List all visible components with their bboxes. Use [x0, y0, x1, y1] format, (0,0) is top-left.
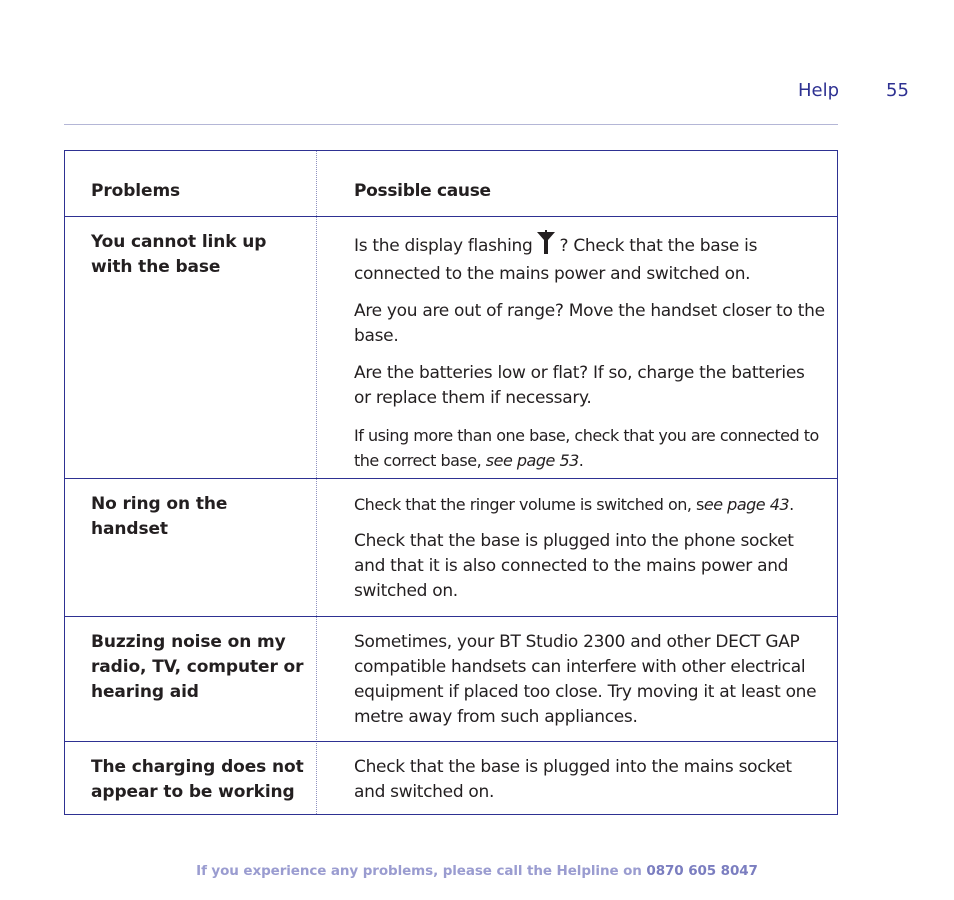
- cause-text: .: [578, 451, 584, 470]
- cause-cell: [317, 617, 837, 741]
- section-title: Help: [798, 80, 840, 101]
- cause-text: If using more than one base, check that you are connected to the correct base,: [354, 426, 819, 470]
- problem-cell: No ring on the handset: [91, 494, 228, 539]
- troubleshooting-table: [64, 150, 838, 815]
- cause-cell: [317, 217, 837, 478]
- cause-paragraph: Are you are out of range? Move the handset closer to the base.: [354, 301, 825, 346]
- cause-text: ? Check that the base is connected to the mains power and switched on.: [354, 236, 758, 284]
- cause-cell: [317, 742, 837, 814]
- table-row: [65, 217, 837, 478]
- helpline-footer: [0, 863, 954, 879]
- cause-paragraph: [354, 230, 825, 287]
- cause-text: Is the display flashing: [354, 236, 533, 256]
- cause-cell: [317, 479, 837, 616]
- problem-cell: Buzzing noise on my radio, TV, computer or hearing aid: [91, 632, 304, 702]
- table-row: [65, 616, 837, 741]
- cause-paragraph: [354, 492, 825, 517]
- cause-paragraph: Check that the base is plugged into the mains socket and switched on.: [354, 757, 792, 802]
- table-row: [65, 478, 837, 616]
- page-number: 55: [886, 80, 909, 101]
- page-reference: ee page 43: [703, 495, 790, 514]
- helpline-number: 0870 605 8047: [646, 863, 758, 879]
- antenna-signal-icon: [536, 230, 556, 262]
- cause-paragraph: Check that the base is plugged into the phone socket and that it is also connected to the mains power and switched on.: [354, 531, 794, 601]
- column-header-cause: Possible cause: [354, 181, 491, 201]
- column-header-problems: Problems: [91, 181, 181, 201]
- footer-text: If you experience any problems, please call the Helpline on: [196, 863, 642, 879]
- cause-text: .: [789, 495, 794, 514]
- problem-cell: You cannot link up with the base: [91, 232, 267, 277]
- cause-text: Check that the ringer volume is switched on, s: [354, 495, 704, 514]
- page-reference: see page 53: [485, 451, 579, 470]
- cause-paragraph: Are the batteries low or flat? If so, charge the batteries or replace them if necessary.: [354, 363, 805, 408]
- header-divider: [64, 124, 838, 125]
- cause-paragraph: Sometimes, your BT Studio 2300 and other DECT GAP compatible handsets can interfere with other electrical equipment if placed too close. Try moving it at least one metre away from such appliances.: [354, 632, 817, 727]
- problem-cell: The charging does not appear to be working: [91, 757, 304, 802]
- cause-paragraph: [354, 423, 825, 473]
- table-header-row: [65, 151, 837, 217]
- table-row: [65, 741, 837, 814]
